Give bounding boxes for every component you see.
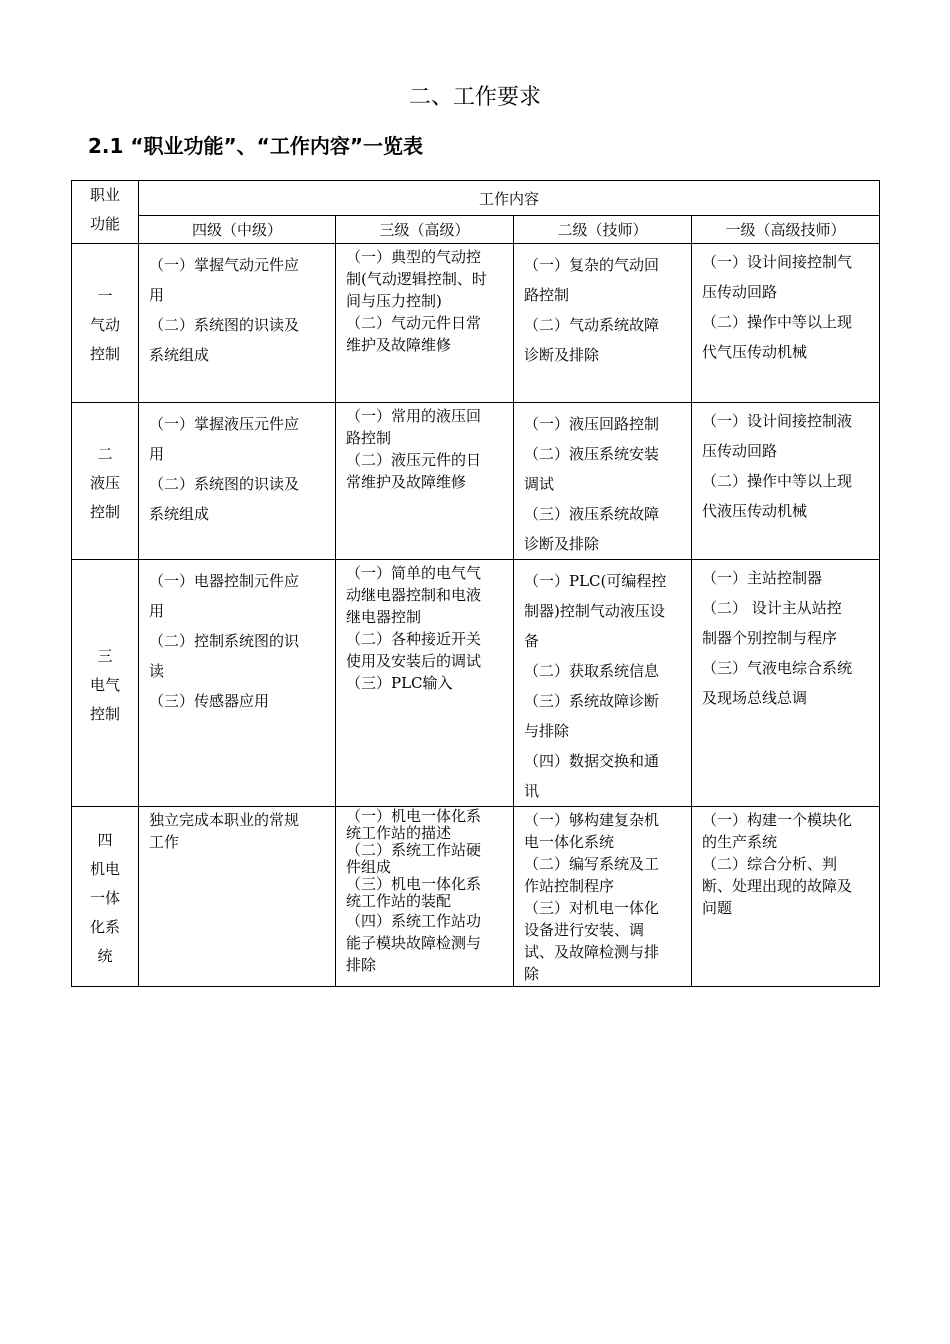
cell-line: 读 bbox=[149, 662, 165, 680]
cell-line: （二）综合分析、判 bbox=[702, 855, 838, 873]
content-cell bbox=[692, 244, 880, 403]
function-line: 一 bbox=[97, 286, 113, 305]
function-line: 控制 bbox=[89, 704, 120, 723]
cell-line: （三）气液电综合系统 bbox=[702, 659, 853, 677]
cell-line: （一）常用的液压回 bbox=[346, 407, 482, 425]
cell-line: （一）典型的气动控 bbox=[346, 248, 482, 266]
cell-line: 及现场总线总调 bbox=[702, 689, 808, 707]
cell-line: （一）电器控制元件应 bbox=[149, 572, 300, 590]
content-cell bbox=[139, 560, 336, 807]
cell-line: （二）编写系统及工 bbox=[524, 855, 660, 873]
cell-line: （一）设计间接控制气 bbox=[702, 253, 853, 271]
cell-line: （一）主站控制器 bbox=[702, 569, 823, 587]
cell-line: 维护及故障维修 bbox=[346, 336, 452, 354]
cell-line: （二）系统图的识读及 bbox=[149, 316, 300, 334]
function-line: 一体 bbox=[89, 889, 120, 907]
cell-line: 问题 bbox=[702, 899, 733, 917]
cell-line: （三）传感器应用 bbox=[149, 692, 270, 710]
function-cell bbox=[72, 244, 139, 403]
cell-line: 诊断及排除 bbox=[524, 346, 600, 364]
content-cell bbox=[139, 403, 336, 560]
cell-line: 代气压传动机械 bbox=[702, 343, 808, 361]
function-header-line: 职业 bbox=[89, 186, 120, 204]
cell-line: （二）操作中等以上现 bbox=[702, 313, 853, 331]
function-line: 控制 bbox=[89, 344, 120, 363]
function-header-cell bbox=[72, 181, 139, 244]
content-cell bbox=[514, 403, 692, 560]
cell-line: 统工作站的装配 bbox=[346, 892, 452, 910]
table-row bbox=[72, 244, 880, 403]
content-cell bbox=[692, 403, 880, 560]
content-cell bbox=[514, 560, 692, 807]
page-title: 二、工作要求 bbox=[408, 85, 541, 110]
content-cell bbox=[336, 244, 514, 403]
content-cell bbox=[514, 807, 692, 987]
content-cell bbox=[514, 244, 692, 403]
function-cell bbox=[72, 807, 139, 987]
cell-line: 除 bbox=[524, 965, 540, 983]
cell-line: （一）掌握气动元件应 bbox=[149, 256, 300, 274]
level-header-1: 一级（高级技师） bbox=[692, 216, 880, 244]
function-line: 机电 bbox=[89, 860, 120, 878]
content-cell bbox=[692, 807, 880, 987]
cell-line: （二）系统图的识读及 bbox=[149, 475, 300, 493]
function-line: 控制 bbox=[89, 502, 120, 521]
cell-line: （一）机电一体化系 bbox=[346, 807, 482, 825]
function-line: 三 bbox=[97, 646, 113, 665]
cell-line: 备 bbox=[524, 632, 540, 650]
cell-line: 统工作站的描述 bbox=[346, 824, 452, 842]
cell-line: （二）液压元件的日 bbox=[346, 451, 482, 469]
cell-line: 动继电器控制和电液 bbox=[346, 586, 482, 604]
cell-line: （一）设计间接控制液 bbox=[702, 412, 853, 430]
cell-line: （二）液压系统安装 bbox=[524, 445, 660, 463]
cell-line: 用 bbox=[149, 602, 165, 620]
function-line: 化系 bbox=[89, 918, 120, 936]
work-requirements-table bbox=[71, 180, 880, 987]
cell-line: （二）各种接近开关 bbox=[346, 630, 482, 648]
cell-line: （二）气动元件日常 bbox=[346, 314, 482, 332]
function-line: 气动 bbox=[89, 315, 120, 334]
cell-line: 件组成 bbox=[346, 858, 392, 876]
section-title: 2.1 “职业功能”、“工作内容”一览表 bbox=[88, 134, 423, 158]
cell-line: （三）系统故障诊断 bbox=[524, 692, 660, 710]
cell-line: 能子模块故障检测与 bbox=[346, 934, 482, 952]
level-header-2: 二级（技师） bbox=[514, 216, 692, 244]
cell-line: （三）机电一体化系 bbox=[346, 875, 482, 893]
cell-line: 系统组成 bbox=[149, 346, 210, 364]
content-cell bbox=[139, 244, 336, 403]
function-line: 四 bbox=[97, 831, 113, 849]
function-line: 二 bbox=[97, 444, 113, 463]
cell-line: （一）PLC(可编程控 bbox=[524, 572, 667, 590]
function-line: 液压 bbox=[89, 473, 120, 492]
cell-line: （二）气动系统故障 bbox=[524, 316, 660, 334]
table-row bbox=[72, 560, 880, 807]
content-header: 工作内容 bbox=[139, 181, 880, 216]
cell-line: 压传动回路 bbox=[702, 283, 778, 301]
cell-line: 制器个别控制与程序 bbox=[702, 629, 838, 647]
cell-line: 试、及故障检测与排 bbox=[524, 943, 660, 961]
cell-line: 系统组成 bbox=[149, 505, 210, 523]
cell-line: （四）系统工作站功 bbox=[346, 912, 482, 930]
cell-line: 断、处理出现的故障及 bbox=[702, 877, 853, 895]
function-line: 电气 bbox=[89, 675, 120, 694]
cell-line: （三）液压系统故障 bbox=[524, 505, 660, 523]
cell-line: （二）系统工作站硬 bbox=[346, 841, 482, 859]
cell-line: （一）复杂的气动回 bbox=[524, 256, 660, 274]
content-cell bbox=[336, 560, 514, 807]
cell-line: 排除 bbox=[346, 956, 377, 974]
cell-line: 压传动回路 bbox=[702, 442, 778, 460]
cell-line: 间与压力控制) bbox=[346, 292, 442, 310]
cell-line: 继电器控制 bbox=[346, 608, 422, 626]
cell-line: 设备进行安装、调 bbox=[524, 921, 645, 939]
table-row bbox=[72, 403, 880, 560]
function-line: 统 bbox=[97, 947, 113, 965]
cell-line: 作站控制程序 bbox=[524, 877, 615, 895]
function-cell bbox=[72, 560, 139, 807]
cell-line: （二） 设计主从站控 bbox=[702, 599, 842, 617]
cell-line: 与排除 bbox=[524, 722, 570, 740]
cell-line: 路控制 bbox=[346, 429, 392, 447]
function-cell bbox=[72, 403, 139, 560]
content-cell bbox=[336, 403, 514, 560]
content-cell bbox=[139, 807, 336, 987]
cell-line: （一）简单的电气气 bbox=[346, 564, 482, 582]
cell-line: （二）操作中等以上现 bbox=[702, 472, 853, 490]
cell-line: 制器)控制气动液压设 bbox=[524, 602, 665, 620]
cell-line: （二）控制系统图的识 bbox=[149, 632, 300, 650]
cell-line: （一）液压回路控制 bbox=[524, 415, 660, 433]
cell-line: （三）对机电一体化 bbox=[524, 899, 660, 917]
cell-line: 用 bbox=[149, 445, 165, 463]
cell-line: 电一体化系统 bbox=[524, 833, 615, 851]
cell-line: （三）PLC输入 bbox=[346, 674, 453, 692]
level-header-3: 三级（高级） bbox=[336, 216, 514, 244]
function-header-line: 功能 bbox=[89, 215, 120, 233]
cell-line: （四）数据交换和通 bbox=[524, 752, 660, 770]
content-cell bbox=[692, 560, 880, 807]
cell-line: 制(气动逻辑控制、时 bbox=[346, 270, 487, 288]
cell-line: （一）够构建复杂机 bbox=[524, 811, 660, 829]
cell-line: （一）构建一个模块化 bbox=[702, 811, 853, 829]
cell-line: 代液压传动机械 bbox=[702, 502, 808, 520]
cell-line: 调试 bbox=[524, 475, 555, 493]
cell-line: （二）获取系统信息 bbox=[524, 662, 660, 680]
cell-line: 独立完成本职业的常规 bbox=[149, 811, 300, 829]
cell-line: 工作 bbox=[149, 833, 180, 851]
cell-line: 讯 bbox=[524, 782, 540, 800]
table-row bbox=[72, 807, 880, 987]
cell-line: 诊断及排除 bbox=[524, 535, 600, 553]
cell-line: 常维护及故障维修 bbox=[346, 473, 467, 491]
cell-line: 使用及安装后的调试 bbox=[346, 652, 482, 670]
cell-line: 用 bbox=[149, 286, 165, 304]
level-header-4: 四级（中级） bbox=[139, 216, 336, 244]
cell-line: 的生产系统 bbox=[702, 833, 778, 851]
content-cell bbox=[336, 807, 514, 987]
cell-line: （一）掌握液压元件应 bbox=[149, 415, 300, 433]
cell-line: 路控制 bbox=[524, 286, 570, 304]
